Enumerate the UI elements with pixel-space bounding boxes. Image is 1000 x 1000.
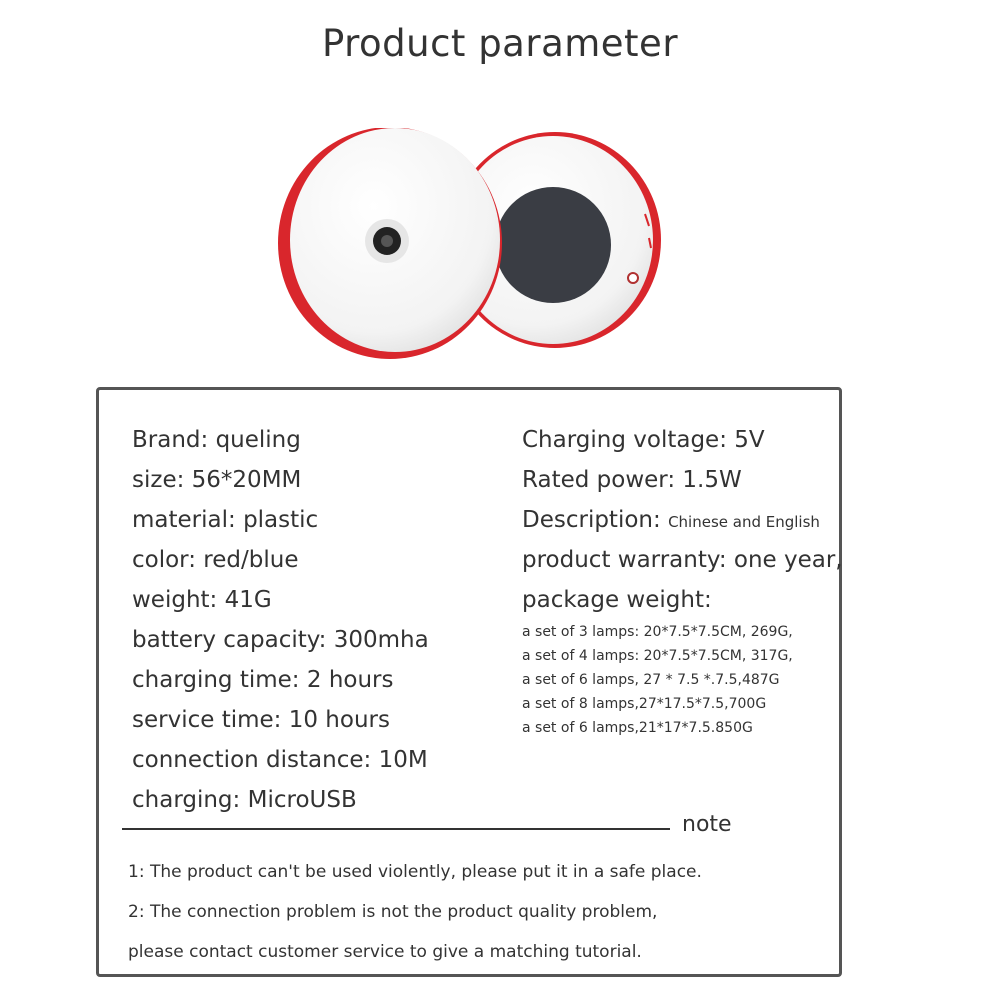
spec-weight: weight: 41G	[132, 587, 272, 613]
page-title: Product parameter	[321, 22, 679, 65]
spec-battery-capacity: battery capacity: 300mha	[132, 627, 429, 653]
spec-material: material: plastic	[132, 507, 319, 533]
spec-connection-distance: connection distance: 10M	[132, 747, 428, 773]
spec-description: Description: Chinese and English	[522, 507, 820, 533]
spec-size: size: 56*20MM	[132, 467, 302, 493]
package-weight-item: a set of 3 lamps: 20*7.5*7.5CM, 269G,	[522, 624, 793, 640]
note-line-3: please contact customer service to give a matching tutorial.	[128, 942, 642, 962]
note-line-1: 1: The product can't be used violently, please put it in a safe place.	[128, 862, 702, 882]
charging-pad	[495, 187, 611, 303]
product-image	[265, 128, 665, 363]
lamp-dome	[278, 128, 502, 359]
note-divider	[122, 828, 670, 830]
spec-charging-voltage: Charging voltage: 5V	[522, 427, 765, 453]
package-weight-item: a set of 8 lamps,27*17.5*7.5,700G	[522, 696, 767, 712]
package-weight-label: package weight:	[522, 587, 712, 613]
note-label: note	[682, 812, 732, 837]
spec-color: color: red/blue	[132, 547, 299, 573]
note-line-2: 2: The connection problem is not the product quality problem,	[128, 902, 658, 922]
package-weight-item: a set of 4 lamps: 20*7.5*7.5CM, 317G,	[522, 648, 793, 664]
spec-brand: Brand: queling	[132, 427, 301, 453]
spec-service-time: service time: 10 hours	[132, 707, 390, 733]
spec-charging-time: charging time: 2 hours	[132, 667, 394, 693]
specs-left-column	[132, 420, 429, 820]
specs-right-column	[522, 420, 843, 740]
spec-warranty: product warranty: one year,	[522, 547, 843, 573]
spec-rated-power: Rated power: 1.5W	[522, 467, 742, 493]
package-weight-item: a set of 6 lamps, 27 * 7.5 *.7.5,487G	[522, 672, 780, 688]
package-weight-item: a set of 6 lamps,21*17*7.5.850G	[522, 720, 753, 736]
spec-charging: charging: MicroUSB	[132, 787, 357, 813]
